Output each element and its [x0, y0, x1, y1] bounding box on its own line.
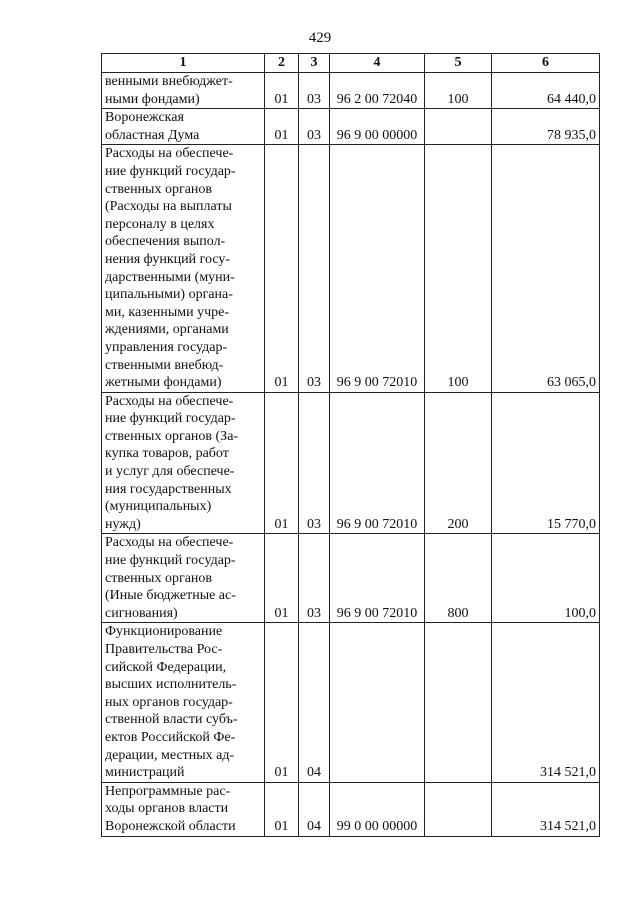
- row-name-line: ние функций государ-: [105, 411, 236, 427]
- row-name-line: Воронежской области: [105, 818, 236, 834]
- section-code-cell: 01: [265, 623, 299, 782]
- row-name-line: министраций: [105, 765, 185, 781]
- expense-type-cell: [425, 109, 492, 145]
- row-name-line: ектов Российской Фе-: [105, 729, 236, 745]
- row-name-cell: [102, 109, 265, 145]
- target-article-cell: 96 9 00 72010: [330, 392, 425, 534]
- row-name-line: Функционирование: [105, 624, 223, 640]
- row-name-cell: [102, 534, 265, 623]
- row-name-line: (муниципальных): [105, 499, 212, 515]
- header-col-3: 3: [299, 54, 330, 73]
- section-code-cell: 01: [265, 534, 299, 623]
- row-name-line: ние функций государ-: [105, 163, 236, 179]
- header-col-5: 5: [425, 54, 492, 73]
- row-name-cell: [102, 623, 265, 782]
- row-name-line: ственных органов (За-: [105, 428, 239, 444]
- table-row: [102, 109, 600, 145]
- section-code-cell: 01: [265, 109, 299, 145]
- row-name-line: ственной власти субъ-: [105, 712, 238, 728]
- header-col-2: 2: [265, 54, 299, 73]
- row-name-line: областная Дума: [105, 127, 200, 143]
- target-article-cell: [330, 623, 425, 782]
- subsection-code-cell: 03: [299, 73, 330, 109]
- amount-cell: 15 770,0: [492, 392, 600, 534]
- row-name-line: сигнования): [105, 605, 178, 621]
- header-col-6: 6: [492, 54, 600, 73]
- table-row: [102, 623, 600, 782]
- row-name-line: ния государственных: [105, 481, 232, 497]
- row-name-line: ственных органов: [105, 570, 213, 586]
- row-name-cell: [102, 782, 265, 836]
- table-header: [102, 54, 600, 73]
- expense-type-cell: [425, 623, 492, 782]
- target-article-cell: 96 9 00 72010: [330, 534, 425, 623]
- target-article-cell: 96 9 00 72010: [330, 145, 425, 392]
- table-row: [102, 534, 600, 623]
- subsection-code-cell: 03: [299, 145, 330, 392]
- row-name-line: Расходы на обеспече-: [105, 535, 234, 551]
- table-row: [102, 782, 600, 836]
- row-name-line: обеспечения выпол-: [105, 234, 226, 250]
- amount-cell: 78 935,0: [492, 109, 600, 145]
- section-code-cell: 01: [265, 782, 299, 836]
- row-name-line: нения функций госу-: [105, 251, 231, 267]
- amount-cell: 100,0: [492, 534, 600, 623]
- row-name-line: дерации, местных ад-: [105, 747, 235, 763]
- row-name-line: ждениями, органами: [105, 322, 229, 338]
- expense-type-cell: 200: [425, 392, 492, 534]
- row-name-line: ходы органов власти: [105, 801, 229, 817]
- row-name-line: ми, казенными учре-: [105, 304, 230, 320]
- table-body: [102, 73, 600, 837]
- row-name-line: ными фондами): [105, 91, 200, 107]
- row-name-line: Расходы на обеспече-: [105, 393, 234, 409]
- header-col-1: 1: [102, 54, 265, 73]
- row-name-line: управления государ-: [105, 339, 228, 355]
- row-name-line: ных органов государ-: [105, 694, 233, 710]
- page-number: 429: [308, 30, 332, 46]
- row-name-line: венными внебюджет-: [105, 74, 233, 89]
- row-name-line: и услуг для обеспече-: [105, 464, 235, 480]
- row-name-line: Правительства Рос-: [105, 642, 223, 657]
- expense-type-cell: 800: [425, 534, 492, 623]
- header-col-4: 4: [330, 54, 425, 73]
- row-name-line: Расходы на обеспече-: [105, 146, 234, 162]
- table-row: [102, 73, 600, 109]
- section-code-cell: 01: [265, 392, 299, 534]
- amount-cell: 314 521,0: [492, 623, 600, 782]
- section-code-cell: 01: [265, 145, 299, 392]
- amount-cell: 314 521,0: [492, 782, 600, 836]
- row-name-line: ципальными) органа-: [105, 287, 233, 303]
- row-name-line: ственными внебюд-: [105, 357, 224, 373]
- subsection-code-cell: 04: [299, 623, 330, 782]
- amount-cell: 64 440,0: [492, 73, 600, 109]
- row-name-line: дарственными (муни-: [105, 269, 235, 285]
- subsection-code-cell: 03: [299, 534, 330, 623]
- target-article-cell: 99 0 00 00000: [330, 782, 425, 836]
- row-name-line: (Расходы на выплаты: [105, 199, 232, 215]
- target-article-cell: 96 9 00 00000: [330, 109, 425, 145]
- table-row: [102, 145, 600, 392]
- row-name-cell: [102, 145, 265, 392]
- amount-cell: 63 065,0: [492, 145, 600, 392]
- subsection-code-cell: 03: [299, 392, 330, 534]
- row-name-line: Непрограммные рас-: [105, 783, 231, 799]
- expense-type-cell: 100: [425, 145, 492, 392]
- row-name-cell: [102, 392, 265, 534]
- subsection-code-cell: 03: [299, 109, 330, 145]
- row-name-line: купка товаров, работ: [105, 446, 229, 462]
- table-row: [102, 392, 600, 534]
- row-name-line: ние функций государ-: [105, 553, 236, 569]
- row-name-line: Воронежская: [105, 110, 184, 126]
- row-name-line: персоналу в целях: [105, 216, 215, 232]
- row-name-line: высших исполнитель-: [105, 677, 237, 693]
- expense-type-cell: [425, 782, 492, 836]
- row-name-line: жетными фондами): [105, 375, 222, 391]
- row-name-line: (Иные бюджетные ас-: [105, 588, 236, 604]
- row-name-cell: [102, 73, 265, 109]
- section-code-cell: 01: [265, 73, 299, 109]
- subsection-code-cell: 04: [299, 782, 330, 836]
- target-article-cell: 96 2 00 72040: [330, 73, 425, 109]
- expense-type-cell: 100: [425, 73, 492, 109]
- row-name-line: сийской Федерации,: [105, 659, 227, 675]
- row-name-line: нужд): [105, 516, 141, 532]
- row-name-line: ственных органов: [105, 181, 213, 197]
- header-row: [102, 54, 600, 73]
- budget-table: [101, 53, 600, 837]
